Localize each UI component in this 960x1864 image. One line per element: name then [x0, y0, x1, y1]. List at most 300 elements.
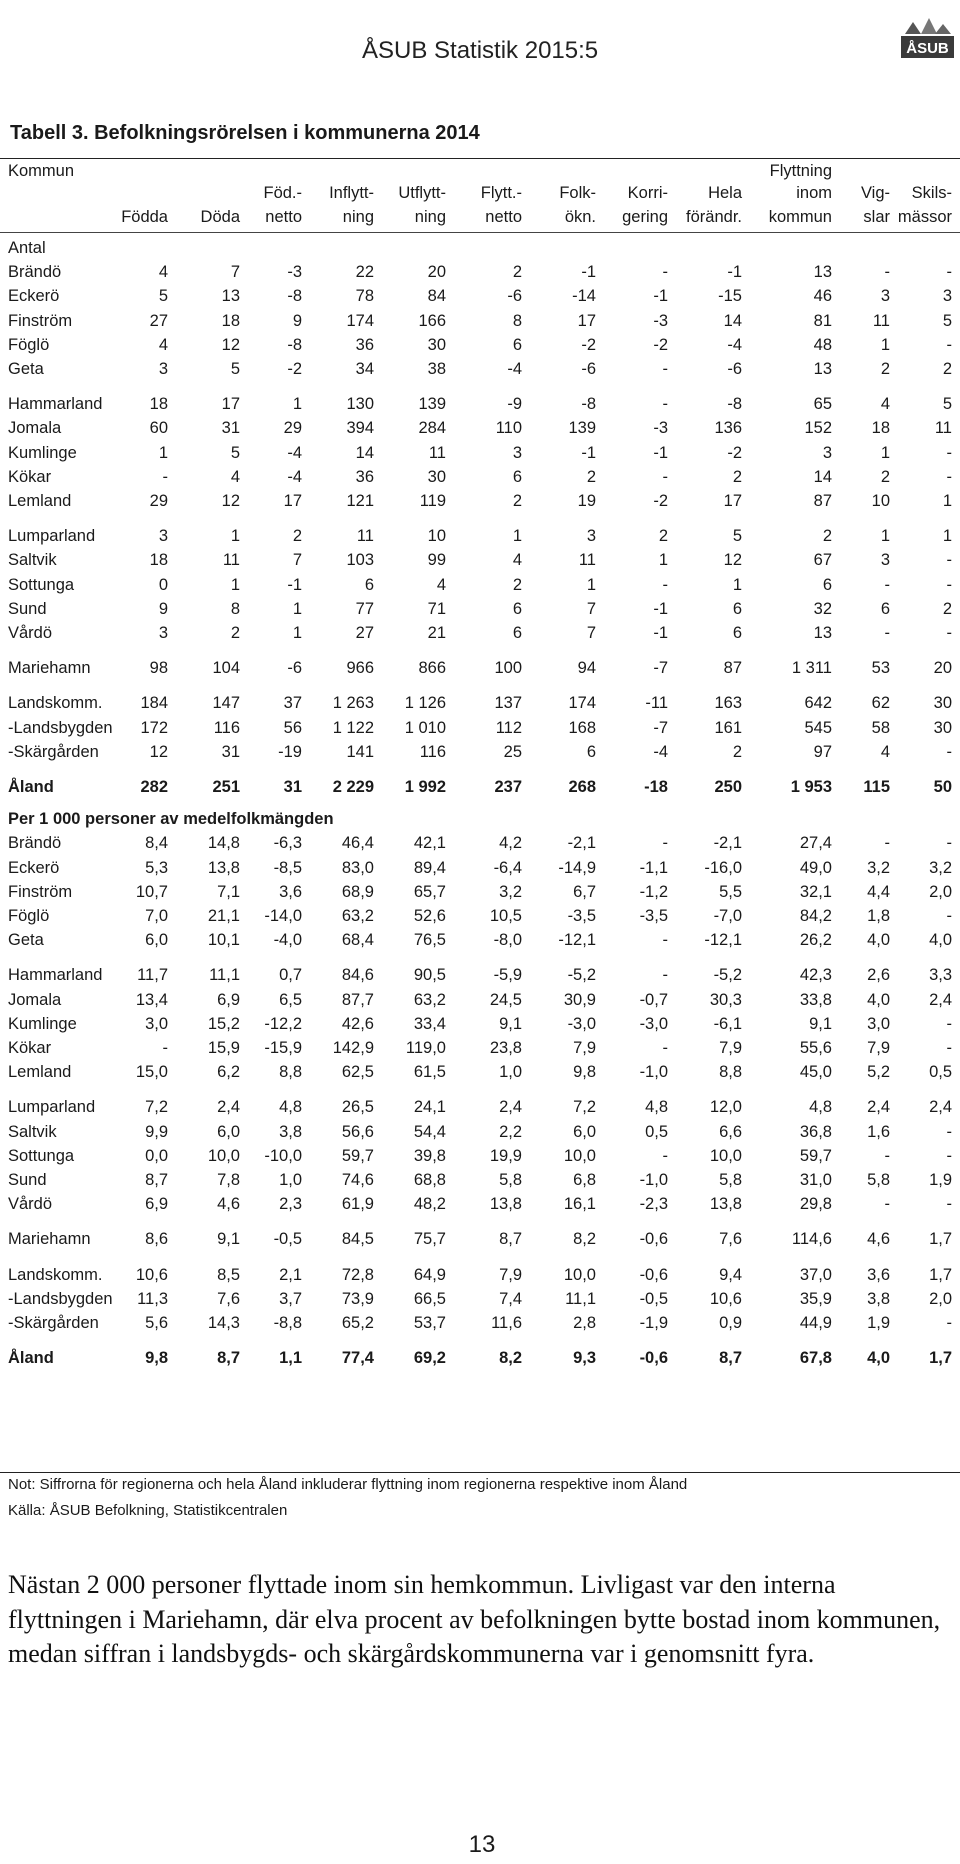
table-cell: - [946, 624, 952, 642]
table-cell: 4 [880, 395, 890, 414]
table-cell: -1 [653, 287, 668, 306]
table-cell: 31 [221, 419, 240, 438]
row-label: Kökar [8, 467, 52, 486]
table-cell: -8 [287, 335, 302, 354]
table-cell: 141 [346, 742, 374, 761]
table-cell: -8 [581, 395, 596, 414]
table-cell: - [946, 1195, 952, 1214]
column-header-line: inom [796, 184, 832, 202]
table-cell: 0,5 [929, 1063, 952, 1082]
table-cell: 5,8 [867, 1171, 890, 1189]
table-cell: 22 [355, 263, 374, 282]
table-cell: 5,6 [145, 1314, 168, 1332]
table-cell: -18 [644, 778, 668, 796]
table-cell: 1 992 [404, 778, 446, 796]
table-cell: 6,0 [217, 1122, 240, 1141]
table-cell: -1 [581, 263, 596, 282]
table-cell: 2,4 [867, 1098, 890, 1117]
table-cell: 104 [212, 659, 240, 678]
row-label: Jomala [8, 419, 62, 438]
table-cell: -19 [278, 742, 302, 761]
column-header-line: kommun [768, 208, 832, 226]
table-cell: 27 [149, 311, 168, 330]
table-cell: 30 [427, 335, 446, 354]
table-cell: 48,2 [413, 1195, 446, 1214]
table-cell: 62,5 [341, 1063, 374, 1082]
table-cell: -10,0 [264, 1146, 302, 1165]
table-cell: 2 [942, 360, 952, 378]
table-cell: - [662, 966, 668, 985]
table-cell: 9 [292, 311, 302, 330]
table-cell: 30 [933, 694, 952, 713]
table-cell: -4 [507, 360, 522, 378]
table-cell: -7 [653, 718, 668, 737]
column-header-line: Vig- [860, 184, 890, 202]
table-cell: 68,8 [413, 1171, 446, 1189]
page-number: 13 [468, 1831, 496, 1858]
table-cell: 44,9 [799, 1314, 832, 1332]
table-cell: - [662, 467, 668, 486]
row-label: Finström [8, 882, 73, 901]
table-cell: 32,1 [799, 882, 832, 901]
table-cell: 0,0 [145, 1146, 168, 1165]
table-cell: 5 [732, 527, 742, 546]
row-label: Kumlinge [8, 443, 77, 462]
stub-header: Kommun [8, 162, 75, 180]
table-cell: -4,0 [273, 931, 302, 950]
table-cell: 6,6 [719, 1122, 742, 1141]
table-cell: 3 [822, 443, 832, 462]
table-cell: - [884, 1146, 890, 1165]
table-cell: 3 [880, 287, 890, 306]
table-cell: 17 [577, 311, 596, 330]
table-cell: 1 010 [404, 718, 446, 737]
table-cell: 7 [230, 263, 240, 282]
body-paragraph: Nästan 2 000 personer flyttade inom sin hemkommun. Livligast var den interna flyttningen i Mariehamn, där elva procent av befolkningen bytte bostad inom kommunen, medan siffran i landsbygds- och skärgårdskommunerna var i genomsnitt fyra. [8, 1570, 941, 1668]
row-label: Lemland [8, 492, 72, 510]
table-cell: 49,0 [799, 858, 832, 877]
table-cell: 5,5 [719, 882, 742, 901]
table-cell: -2 [653, 335, 668, 354]
table-cell: -0,7 [639, 990, 668, 1009]
row-label: Jomala [8, 990, 62, 1009]
table-cell: 1 [512, 527, 522, 546]
table-cell: -8 [287, 287, 302, 306]
table-cell: - [662, 395, 668, 414]
table-cell: - [884, 1195, 890, 1214]
table-cell: 2 [512, 263, 522, 282]
table-cell: 6 [512, 335, 522, 354]
table-cell: 168 [568, 718, 596, 737]
table-cell: 48 [813, 335, 832, 354]
table-cell: 56,6 [341, 1122, 374, 1141]
table-cell: 34 [355, 360, 374, 378]
table-cell: -8,5 [273, 858, 302, 877]
table-cell: -1,0 [639, 1171, 668, 1189]
table-cell: 23,8 [489, 1039, 522, 1057]
table-cell: 2,3 [279, 1195, 302, 1214]
table-cell: -0,5 [639, 1289, 668, 1308]
table-cell: 237 [494, 778, 522, 796]
table-cell: 65,2 [341, 1314, 374, 1332]
table-cell: 31 [283, 778, 302, 796]
table-cell: 8,8 [279, 1063, 302, 1082]
column-header-line: Folk- [559, 184, 596, 202]
table-cell: 45,0 [799, 1063, 832, 1082]
table-cell: 9 [158, 599, 168, 618]
table-cell: 61,9 [341, 1195, 374, 1214]
table-cell: 7,8 [217, 1171, 240, 1189]
table-cell: 6 [512, 467, 522, 486]
table-cell: 12 [723, 551, 742, 570]
table-cell: - [662, 263, 668, 282]
table-cell: 2,2 [499, 1122, 522, 1141]
table-cell: 17 [283, 492, 302, 510]
table-cell: 76,5 [413, 931, 446, 950]
table-cell: 30,9 [563, 990, 596, 1009]
row-label: Föglö [8, 335, 50, 354]
table-cell: 10,0 [709, 1146, 742, 1165]
table-cell: 18 [221, 311, 240, 330]
table-cell: 9,8 [145, 1349, 168, 1368]
column-header-line: Hela [708, 184, 742, 202]
column-header-line: ning [414, 208, 446, 226]
table-cell: 4 [880, 742, 890, 761]
table-cell: -14 [572, 287, 596, 306]
table-cell: -6,3 [273, 834, 302, 853]
row-label: Lumparland [8, 527, 96, 546]
row-label: Sund [8, 599, 47, 618]
table-cell: 27 [355, 624, 374, 642]
table-cell: 31 [221, 742, 240, 761]
table-cell: 7 [586, 624, 596, 642]
table-cell: 119,0 [405, 1039, 446, 1057]
table-cell: -16,0 [704, 858, 742, 877]
table-cell: 0,7 [279, 966, 302, 985]
column-header-line: ning [342, 208, 374, 226]
table-cell: 8,2 [499, 1349, 522, 1368]
table-cell: -2 [287, 360, 302, 378]
table-cell: 59,7 [799, 1146, 832, 1165]
table-cell: 6 [880, 599, 890, 618]
table-cell: 139 [418, 395, 446, 414]
row-label: Vårdö [8, 624, 53, 642]
table-cell: 9,1 [809, 1014, 832, 1033]
table-cell: 2 [732, 742, 742, 761]
table-cell: -5,2 [713, 966, 742, 985]
table-cell: 25 [503, 742, 522, 761]
table-cell: 84 [427, 287, 446, 306]
table-cell: 4,4 [867, 882, 890, 901]
table-cell: 5,8 [499, 1171, 522, 1189]
table-cell: 8,7 [217, 1349, 240, 1368]
row-label: Landskomm. [8, 1265, 103, 1284]
table-cell: 10,6 [709, 1289, 742, 1308]
table-cell: 67,8 [799, 1349, 832, 1368]
table-cell: -12,1 [704, 931, 742, 950]
table-cell: 75,7 [413, 1230, 446, 1249]
table-cell: 116 [213, 718, 240, 737]
table-cell: 7,0 [145, 907, 168, 925]
table-cell: 110 [495, 419, 522, 438]
table-cell: - [884, 575, 890, 594]
table-cell: 7,9 [499, 1265, 522, 1284]
table-cell: 20 [427, 263, 446, 282]
table-cell: - [884, 624, 890, 642]
table-cell: 1 [158, 443, 168, 462]
row-label: Kökar [8, 1039, 52, 1057]
table-cell: 37,0 [799, 1265, 832, 1284]
table-cell: 6,8 [573, 1171, 596, 1189]
table-cell: 3,6 [867, 1265, 890, 1284]
row-label: Kumlinge [8, 1014, 77, 1033]
table-cell: 147 [212, 694, 240, 713]
column-header-line: Flytt.- [480, 184, 522, 202]
table-cell: 2 [512, 575, 522, 594]
table-cell: 2,4 [929, 1098, 952, 1117]
table-cell: 4,6 [867, 1230, 890, 1249]
table-cell: 10,1 [207, 931, 240, 950]
table-cell: 6,0 [145, 931, 168, 950]
table-cell: 67 [813, 551, 832, 570]
table-cell: 8,7 [719, 1349, 742, 1368]
table-cell: 77,4 [341, 1349, 374, 1368]
section-label: Antal [8, 239, 46, 257]
table-cell: -8 [727, 395, 742, 414]
table-cell: 8,8 [719, 1063, 742, 1082]
table-cell: 6,2 [217, 1063, 240, 1082]
table-cell: 1 [658, 551, 668, 570]
table-cell: 8,2 [573, 1230, 596, 1249]
table-cell: 13 [813, 263, 832, 282]
table-cell: 130 [346, 395, 374, 414]
table-cell: 152 [804, 419, 832, 438]
table-cell: 83,0 [341, 858, 374, 877]
table-cell: 11 [428, 443, 446, 462]
table-cell: 11,3 [137, 1289, 168, 1308]
table-cell: 72,8 [341, 1265, 374, 1284]
table-cell: 4,2 [499, 834, 522, 853]
table-cell: -3 [287, 263, 302, 282]
table-cell: 68,9 [341, 882, 374, 901]
table-cell: -4 [727, 335, 742, 354]
table-cell: 97 [813, 742, 832, 761]
table-cell: 13 [221, 287, 240, 306]
table-cell: 15,9 [207, 1039, 240, 1057]
table-cell: - [946, 551, 952, 570]
table-cell: 1 [880, 443, 890, 462]
table-cell: -5,9 [493, 966, 522, 985]
table-cell: 11 [222, 551, 240, 570]
table-cell: 50 [933, 778, 952, 796]
table-cell: 7 [292, 551, 302, 570]
table-cell: 166 [418, 311, 446, 330]
column-header-line: slar [863, 208, 890, 226]
table-cell: 33,4 [413, 1014, 446, 1033]
row-label: Lumparland [8, 1098, 96, 1117]
table-cell: -7,0 [713, 907, 742, 925]
table-source: Källa: ÅSUB Befolkning, Statistikcentralen [8, 1502, 288, 1519]
table-cell: 69,2 [413, 1349, 446, 1368]
table-cell: 14,3 [207, 1314, 240, 1332]
table-cell: - [662, 834, 668, 853]
table-cell: 7,6 [719, 1230, 742, 1249]
table-cell: 9,8 [573, 1063, 596, 1082]
table-cell: 174 [568, 694, 596, 713]
table-cell: 98 [149, 659, 168, 678]
table-cell: 61,5 [413, 1063, 446, 1082]
column-header-line: netto [265, 208, 302, 226]
table-cell: 56 [283, 718, 302, 737]
table-cell: 5,8 [719, 1171, 742, 1189]
table-cell: 94 [577, 659, 596, 678]
table-cell: 31,0 [799, 1171, 832, 1189]
table-cell: -1 [727, 263, 742, 282]
table-cell: 8,4 [145, 834, 168, 853]
table-cell: 1,1 [279, 1349, 302, 1368]
table-cell: 78 [355, 287, 374, 306]
table-cell: 121 [346, 492, 374, 510]
table-cell: -5,2 [567, 966, 596, 985]
table-cell: 68,4 [341, 931, 374, 950]
table-cell: 4 [230, 467, 240, 486]
row-label: Sottunga [8, 1146, 75, 1165]
table-cell: 2,4 [929, 990, 952, 1009]
table-cell: 5 [230, 443, 240, 462]
table-cell: 1,0 [279, 1171, 302, 1189]
table-cell: 99 [427, 551, 446, 570]
table-cell: -0,5 [273, 1230, 302, 1249]
table-cell: 6 [586, 742, 596, 761]
row-label: Saltvik [8, 551, 57, 570]
table-cell: 137 [494, 694, 522, 713]
table-cell: 10,6 [135, 1265, 168, 1284]
table-cell: -12,1 [558, 931, 596, 950]
table-cell: 2,6 [867, 966, 890, 985]
table-cell: - [162, 467, 168, 486]
table-cell: -15,9 [264, 1039, 302, 1057]
table-cell: 10,0 [563, 1265, 596, 1284]
table-cell: 7,9 [867, 1039, 890, 1057]
table-cell: 7 [586, 599, 596, 618]
table-cell: -14,9 [558, 858, 596, 877]
table-cell: 1 [586, 575, 596, 594]
table-cell: 0 [158, 575, 168, 594]
table-cell: 251 [212, 778, 240, 796]
table-cell: 84,6 [341, 966, 374, 985]
table-cell: -8,8 [273, 1314, 302, 1332]
table-cell: 2 229 [332, 778, 374, 796]
table-cell: 36 [355, 335, 374, 354]
table-cell: 1 [292, 395, 302, 414]
table-cell: - [946, 907, 952, 925]
column-header-line: Korri- [627, 184, 668, 202]
table-cell: -1 [653, 443, 668, 462]
table-cell: 4 [158, 263, 168, 282]
table-cell: 8,7 [145, 1171, 168, 1189]
table-cell: -1,1 [639, 858, 668, 877]
table-cell: 35,9 [799, 1289, 832, 1308]
table-cell: 139 [568, 419, 596, 438]
table-cell: -0,6 [639, 1230, 668, 1249]
table-cell: 2 [658, 527, 668, 546]
table-cell: 5,2 [867, 1063, 890, 1082]
table-cell: 37 [283, 694, 302, 713]
table-cell: 4 [436, 575, 446, 594]
table-cell: 184 [140, 694, 168, 713]
row-label: Hammarland [8, 966, 103, 985]
table-cell: -6 [287, 659, 302, 678]
table-cell: 1 [942, 527, 952, 546]
table-cell: 29,8 [799, 1195, 832, 1214]
table-cell: - [946, 335, 952, 354]
table-cell: 3,0 [867, 1014, 890, 1033]
table-cell: 8 [512, 311, 522, 330]
table-cell: 9,4 [719, 1265, 742, 1284]
table-bottom-rule [0, 1472, 960, 1473]
table-cell: - [946, 443, 952, 462]
table-cell: 30 [427, 467, 446, 486]
table-cell: 14 [723, 311, 742, 330]
row-label: Åland [8, 1349, 54, 1368]
table-cell: 14 [355, 443, 374, 462]
table-cell: - [946, 263, 952, 282]
table-cell: 42,6 [341, 1014, 374, 1033]
table-cell: 16,1 [563, 1195, 596, 1214]
table-cell: 36 [355, 467, 374, 486]
table-cell: 8 [230, 599, 240, 618]
table-cell: 4,8 [809, 1098, 832, 1117]
table-cell: 3,2 [929, 858, 952, 877]
table-cell: 46,4 [341, 834, 374, 853]
column-header-line: mässor [897, 208, 952, 226]
table-cell: 13,8 [709, 1195, 742, 1214]
row-label: Föglö [8, 907, 50, 925]
table-cell: 174 [346, 311, 374, 330]
table-cell: -15 [718, 287, 742, 306]
table-cell: - [946, 1014, 952, 1033]
row-label: Brändö [8, 834, 62, 853]
table-cell: -1,0 [639, 1063, 668, 1082]
table-cell: 73,9 [341, 1289, 374, 1308]
table-cell: - [946, 1039, 952, 1057]
table-cell: 6 [512, 624, 522, 642]
table-cell: 3,6 [279, 882, 302, 901]
table-cell: 3,3 [929, 966, 952, 985]
row-label: Geta [8, 931, 44, 950]
table-cell: 282 [140, 778, 168, 796]
table-cell: 284 [418, 419, 446, 438]
table-cell: 250 [714, 778, 742, 796]
table-cell: 2 [732, 467, 742, 486]
table-cell: 24,5 [489, 990, 522, 1009]
row-label: Landskomm. [8, 694, 103, 713]
table-cell: 172 [140, 718, 168, 737]
table-cell: - [662, 931, 668, 950]
table-cell: 33,8 [799, 990, 832, 1009]
table-cell: - [946, 575, 952, 594]
table-cell: -1 [653, 624, 668, 642]
table-cell: 4,8 [645, 1098, 668, 1117]
table-cell: 55,6 [799, 1039, 832, 1057]
table-cell: 39,8 [413, 1146, 446, 1165]
table-cell: - [884, 263, 890, 282]
table-cell: 11,1 [209, 966, 240, 985]
table-cell: -6 [581, 360, 596, 378]
table-cell: 866 [418, 659, 446, 678]
table-cell: 966 [346, 659, 374, 678]
row-label: -Skärgården [8, 1314, 99, 1332]
